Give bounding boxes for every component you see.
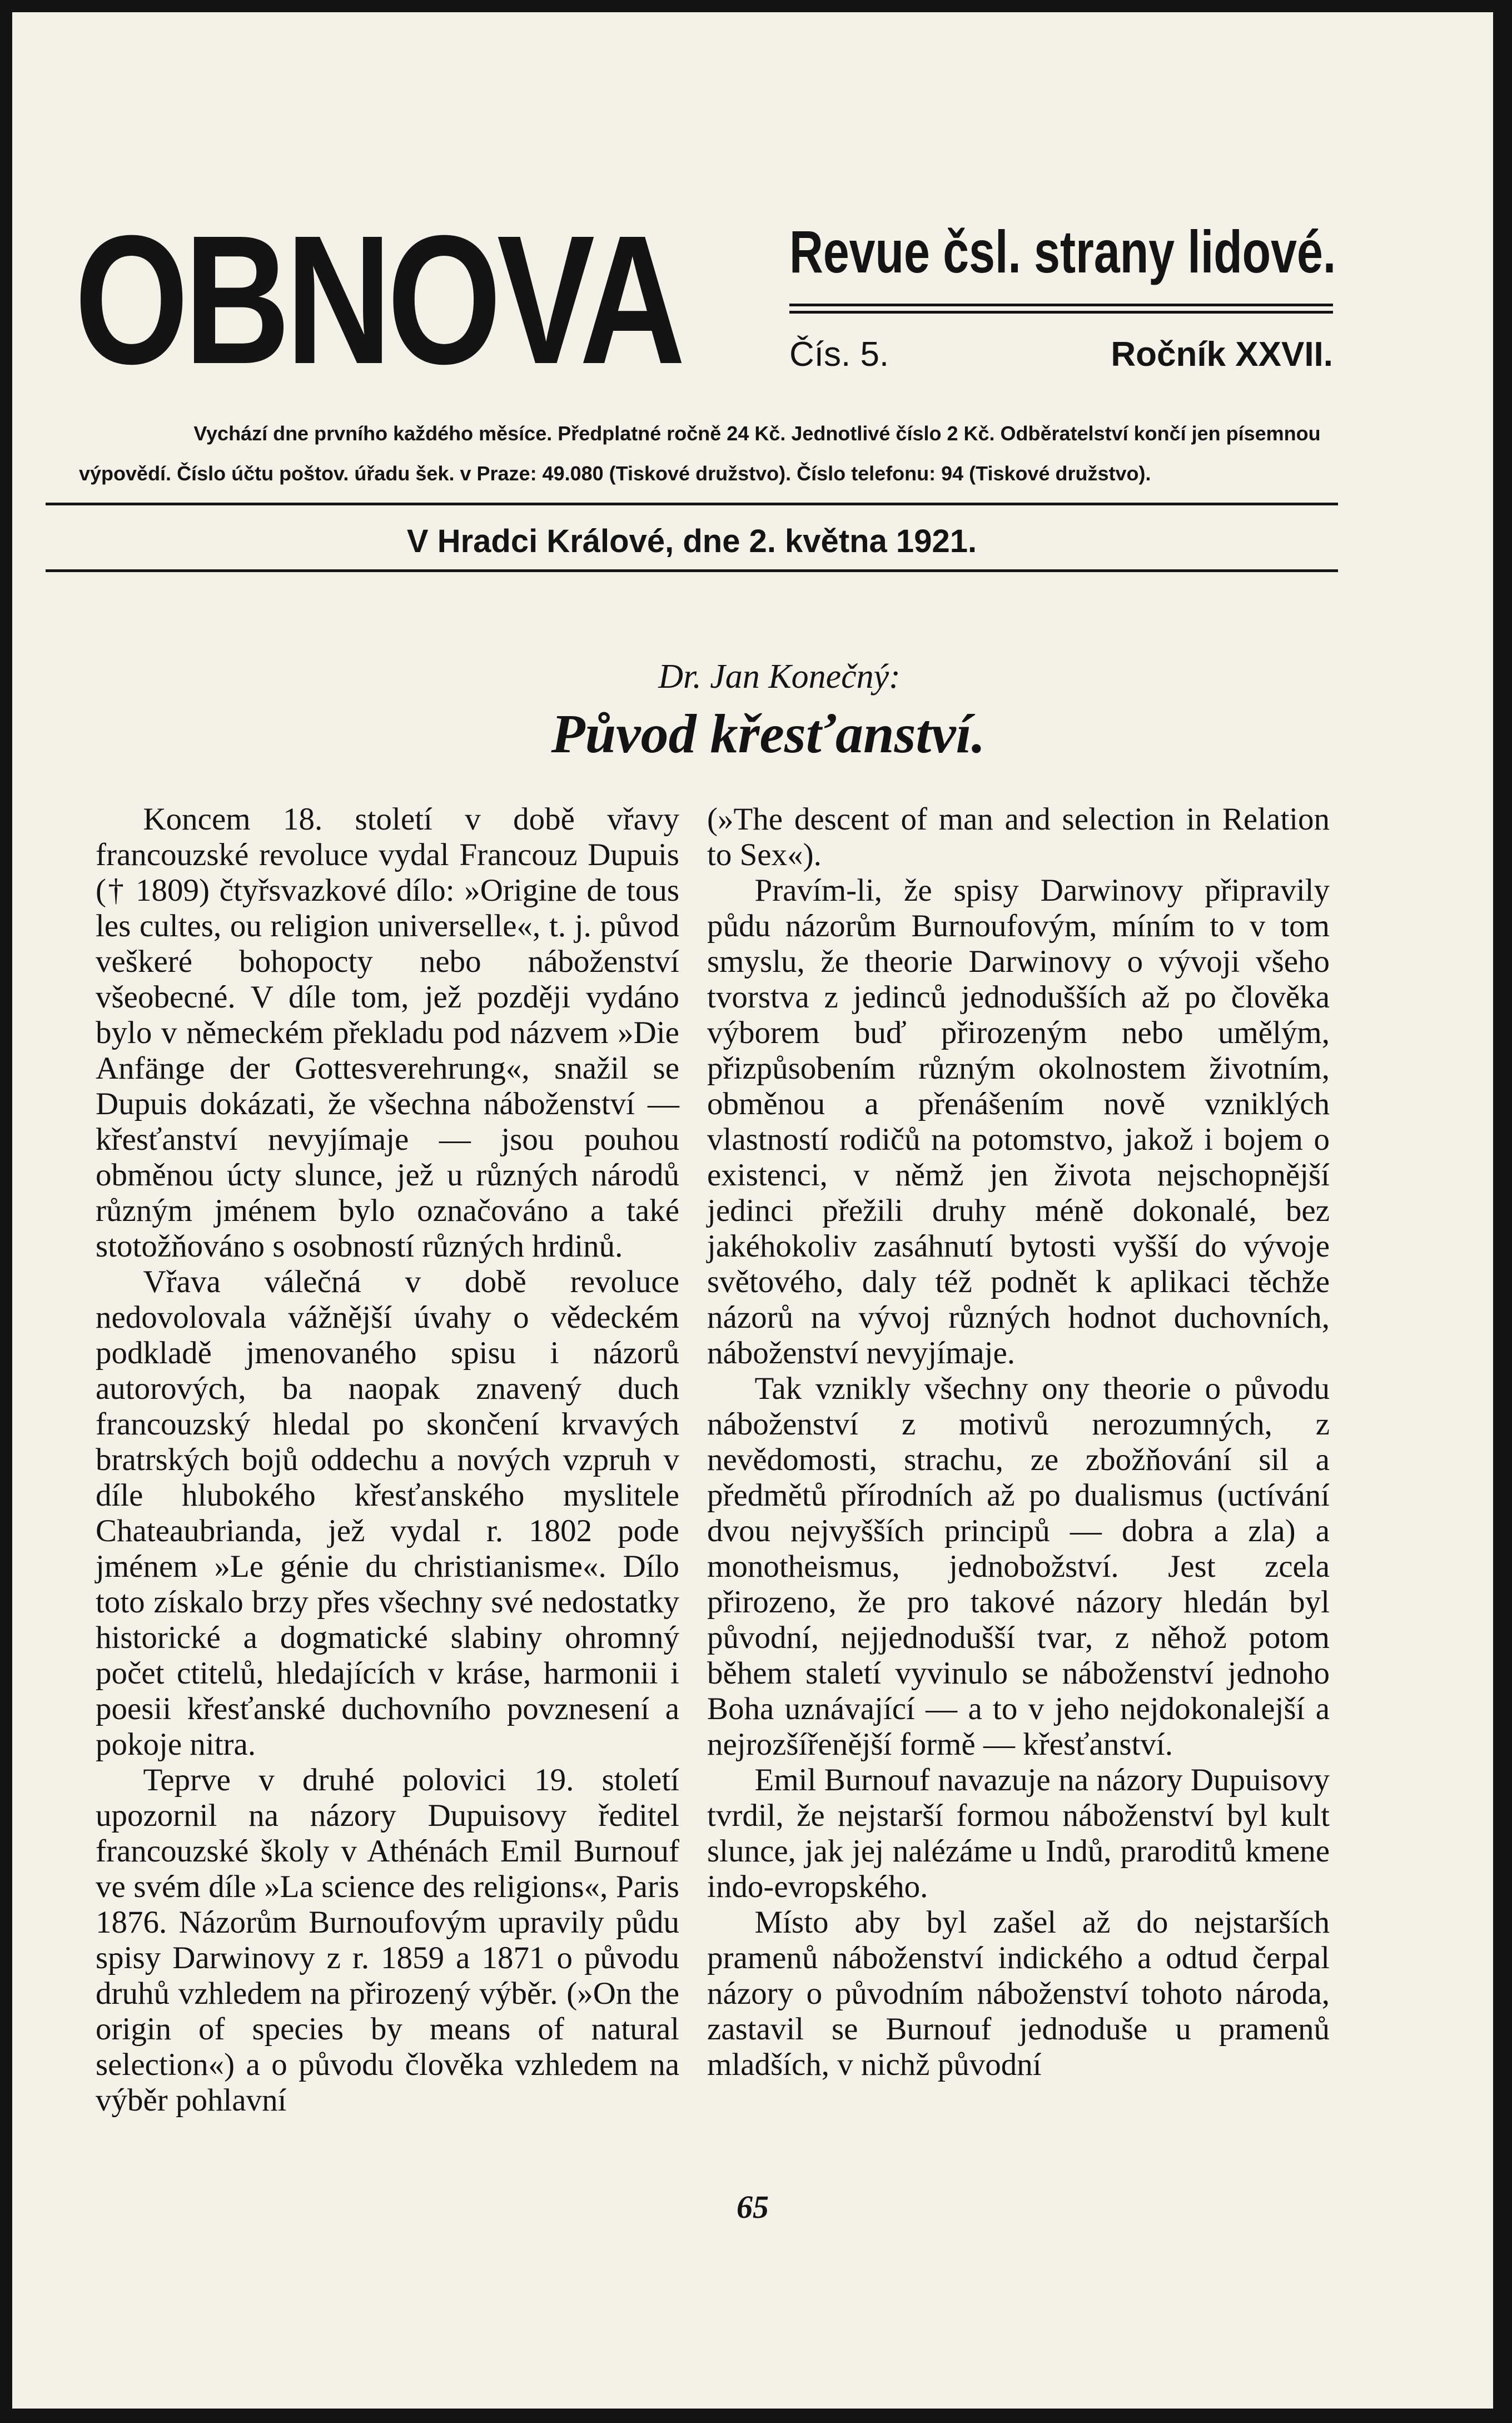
subscription-info-line-1: Vychází dne prvního každého měsíce. Předplatné ročně 24 Kč. Jednotlivé číslo 2 Kč. Odběratelství končí jen písemnou: [193, 422, 1321, 445]
article-title: Původ křesťanství.: [551, 703, 986, 764]
paragraph: Emil Burnouf navazuje na názory Dupuisovy tvrdil, že nejstarší formou náboženství byl kult slunce, jak jej nalézáme u Indů, praroditů kmene indo-evropského.: [707, 1762, 1330, 1904]
newspaper-page: [12, 12, 1493, 2409]
masthead-double-rule: [789, 304, 1333, 314]
paragraph: Koncem 18. století v době vřavy francouzské revoluce vydal Francouz Dupuis († 1809) čtyřsvazkové dílo: »Origine de tous les cultes, ou religion universelle«, t. j. původ veškeré bohopocty nebo náboženství všeobecné. V díle tom, jež později vydáno bylo v německém překladu pod názvem »Die Anfänge der Gottesverehrung«, snažil se Dupuis dokázati, že všechna náboženství — křesťanství nevyjímaje — jsou pouhou obměnou úcty slunce, jež u různých národů různým jménem bylo označováno a také stotožňováno s osobností různých hrdinů.: [96, 802, 679, 1264]
paragraph: Pravím-li, že spisy Darwinovy připravily půdu názorům Burnoufovým, míním to v tom smyslu, že theorie Darwinovy o vývoji všeho tvorstva z jedinců jednodušších až po člověka výborem buď přirozeným nebo umělým, přizpůsobením různým okolnostem životním, obměnou a přenášením nově vzniklých vlastností rodičů na potomstvo, jakož i bojem o existenci, v němž jen života nejschopnější jedinci přežili druhy méně dokonalé, bez jakéhokoliv zasáhnutí bytosti vyšší do vývoje světového, daly též podnět k aplikaci těchže názorů na vývoj různých hodnot duchovních, náboženství nevyjímaje.: [707, 873, 1330, 1371]
paragraph: Tak vznikly všechny ony theorie o původu náboženství z motivů nerozumných, z nevědomosti, strachu, ze zbožňování sil a předmětů přírodních až po dualismus (uctívání dvou nejvyšších principů — dobra a zla) a monotheismus, jednobožství. Jest zcela přirozeno, že pro takové názory hledán byl původní, nejjednodušší tvar, z něhož potom během staletí vyvinulo se náboženství jednoho Boha uznávající — a to v jeho nejdokonalejší a nejrozšířenější formě — křesťanství.: [707, 1371, 1330, 1762]
dateline: V Hradci Králové, dne 2. května 1921.: [406, 523, 977, 559]
article-column-right: [707, 802, 1330, 2083]
article-author: Dr. Jan Konečný:: [658, 658, 901, 696]
paragraph: Teprve v druhé polovici 19. století upozornil na názory Dupuisovy ředitel francouzské školy v Athénách Emil Burnouf ve svém díle »La science des religions«, Paris 1876. Názorům Burnoufovým upravily půdu spisy Darwinovy z r. 1859 a 1871 o původu druhů vzhledem na přirozený výběr. (»On the origin of species by means of natural selection«) a o původu člověka vzhledem na výběr pohlavní: [96, 1762, 679, 2118]
divider-top: [46, 503, 1338, 505]
publication-title: OBNOVA: [74, 197, 682, 402]
masthead: [12, 12, 1493, 401]
volume-number: Ročník XXVII.: [1111, 335, 1333, 374]
issue-number: Čís. 5.: [789, 335, 889, 374]
page-number: 65: [737, 2189, 769, 2225]
paragraph: Místo aby byl zašel až do nejstarších pramenů náboženství indického a odtud čerpal názory o původním náboženství tohoto národa, zastavil se Burnouf jednoduše u pramenů mladších, v nichž původní: [707, 1905, 1330, 2082]
paragraph: (»The descent of man and selection in Relation to Sex«).: [707, 802, 1330, 872]
paragraph: Vřava válečná v době revoluce nedovolovala vážnější úvahy o vědeckém podkladě jmenovaného spisu i názorů autorových, ba naopak znavený duch francouzský hledal po skončení krvavých bratrských bojů oddechu a nových vzpruh v díle hlubokého křesťanského myslitele Chateaubrianda, jež vydal r. 1802 pode jménem »Le génie du christianisme«. Dílo toto získalo brzy přes všechny své nedostatky historické a dogmatické slabiny ohromný počet ctitelů, hledajících v kráse, harmonii i poesii křesťanské duchovního povznesení a pokoje nitra.: [96, 1264, 679, 1762]
subscription-info: [46, 414, 1469, 494]
divider-bottom: [46, 569, 1338, 572]
article-column-left: [96, 802, 679, 2118]
subscription-info-line-2: výpovědí. Číslo účtu poštov. úřadu šek. v Praze: 49.080 (Tiskové družstvo). Číslo telefonu: 94 (Tiskové družstvo).: [79, 462, 1151, 485]
publication-subtitle: Revue čsl. strany lidové.: [789, 218, 1336, 285]
